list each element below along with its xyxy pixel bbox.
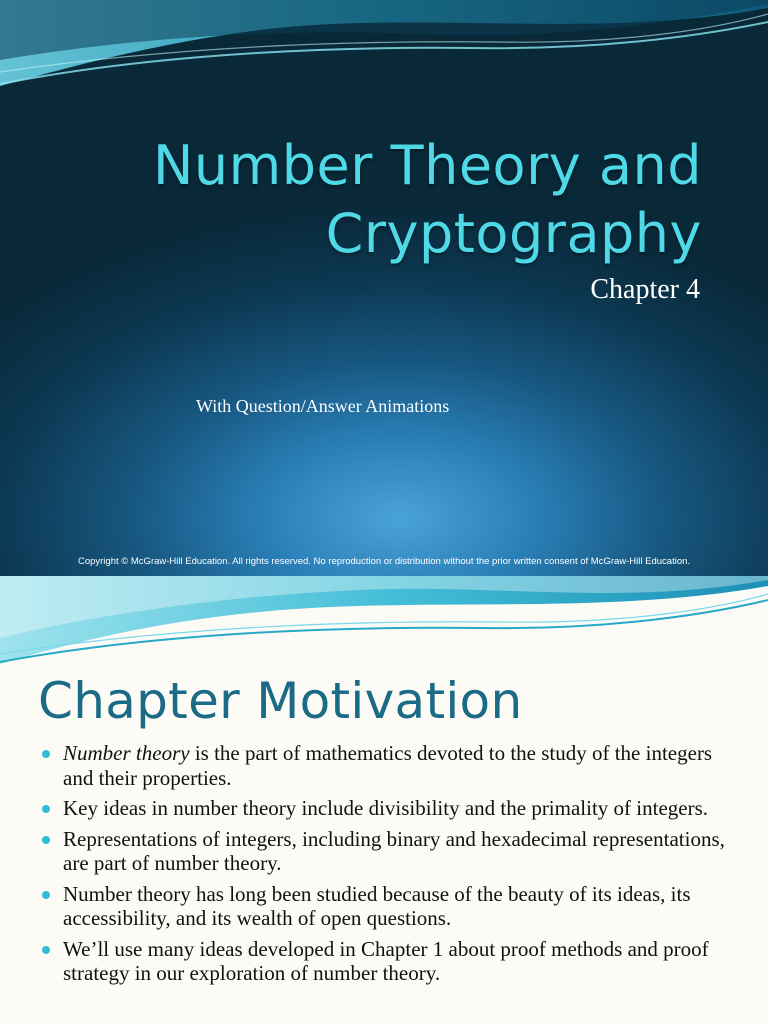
- bullet-text: is the part of mathematics devoted to the study of the integers and their properties.: [63, 741, 713, 790]
- bullet-text: Representations of integers, including binary and hexadecimal representations, are part of number theory.: [63, 826, 725, 875]
- bullet-text: Key ideas in number theory include divisibility and the primality of integers.: [63, 796, 709, 820]
- slide-subtitle: Chapter 4: [590, 274, 700, 305]
- slide-title: [62, 132, 702, 268]
- bullet-list: [42, 741, 742, 992]
- bullet-text: Number theory has long been studied because of the beauty of its ideas, its accessibility, and its wealth of open questions.: [63, 881, 691, 930]
- header-swoosh-decoration: [0, 576, 768, 671]
- bullet-dot-icon: [42, 946, 50, 954]
- slide-title: Chapter Motivation: [38, 672, 523, 730]
- bullet-text: We’ll use many ideas developed in Chapter 1 about proof methods and proof strategy in our exploration of number theory.: [63, 936, 709, 985]
- bullet-item: [42, 937, 742, 986]
- content-slide: [0, 576, 768, 1024]
- header-swoosh-decoration: [0, 0, 768, 110]
- bullet-item: [42, 827, 742, 876]
- bullet-dot-icon: [42, 805, 50, 813]
- bullet-item: [42, 796, 742, 821]
- bullet-dot-icon: [42, 836, 50, 844]
- bullet-item: [42, 882, 742, 931]
- bullet-dot-icon: [42, 891, 50, 899]
- slide-title-line-2: Cryptography: [325, 202, 702, 265]
- bullet-item: [42, 741, 742, 790]
- slide-note: With Question/Answer Animations: [196, 396, 450, 416]
- bullet-emphasis: Number theory: [63, 741, 190, 765]
- slide-title-line-1: Number Theory and: [153, 134, 702, 197]
- copyright-notice: Copyright © McGraw-Hill Education. All rights reserved. No reproduction or distribution without the prior written consent of McGraw-Hill Education.: [77, 556, 691, 567]
- bullet-dot-icon: [42, 750, 50, 758]
